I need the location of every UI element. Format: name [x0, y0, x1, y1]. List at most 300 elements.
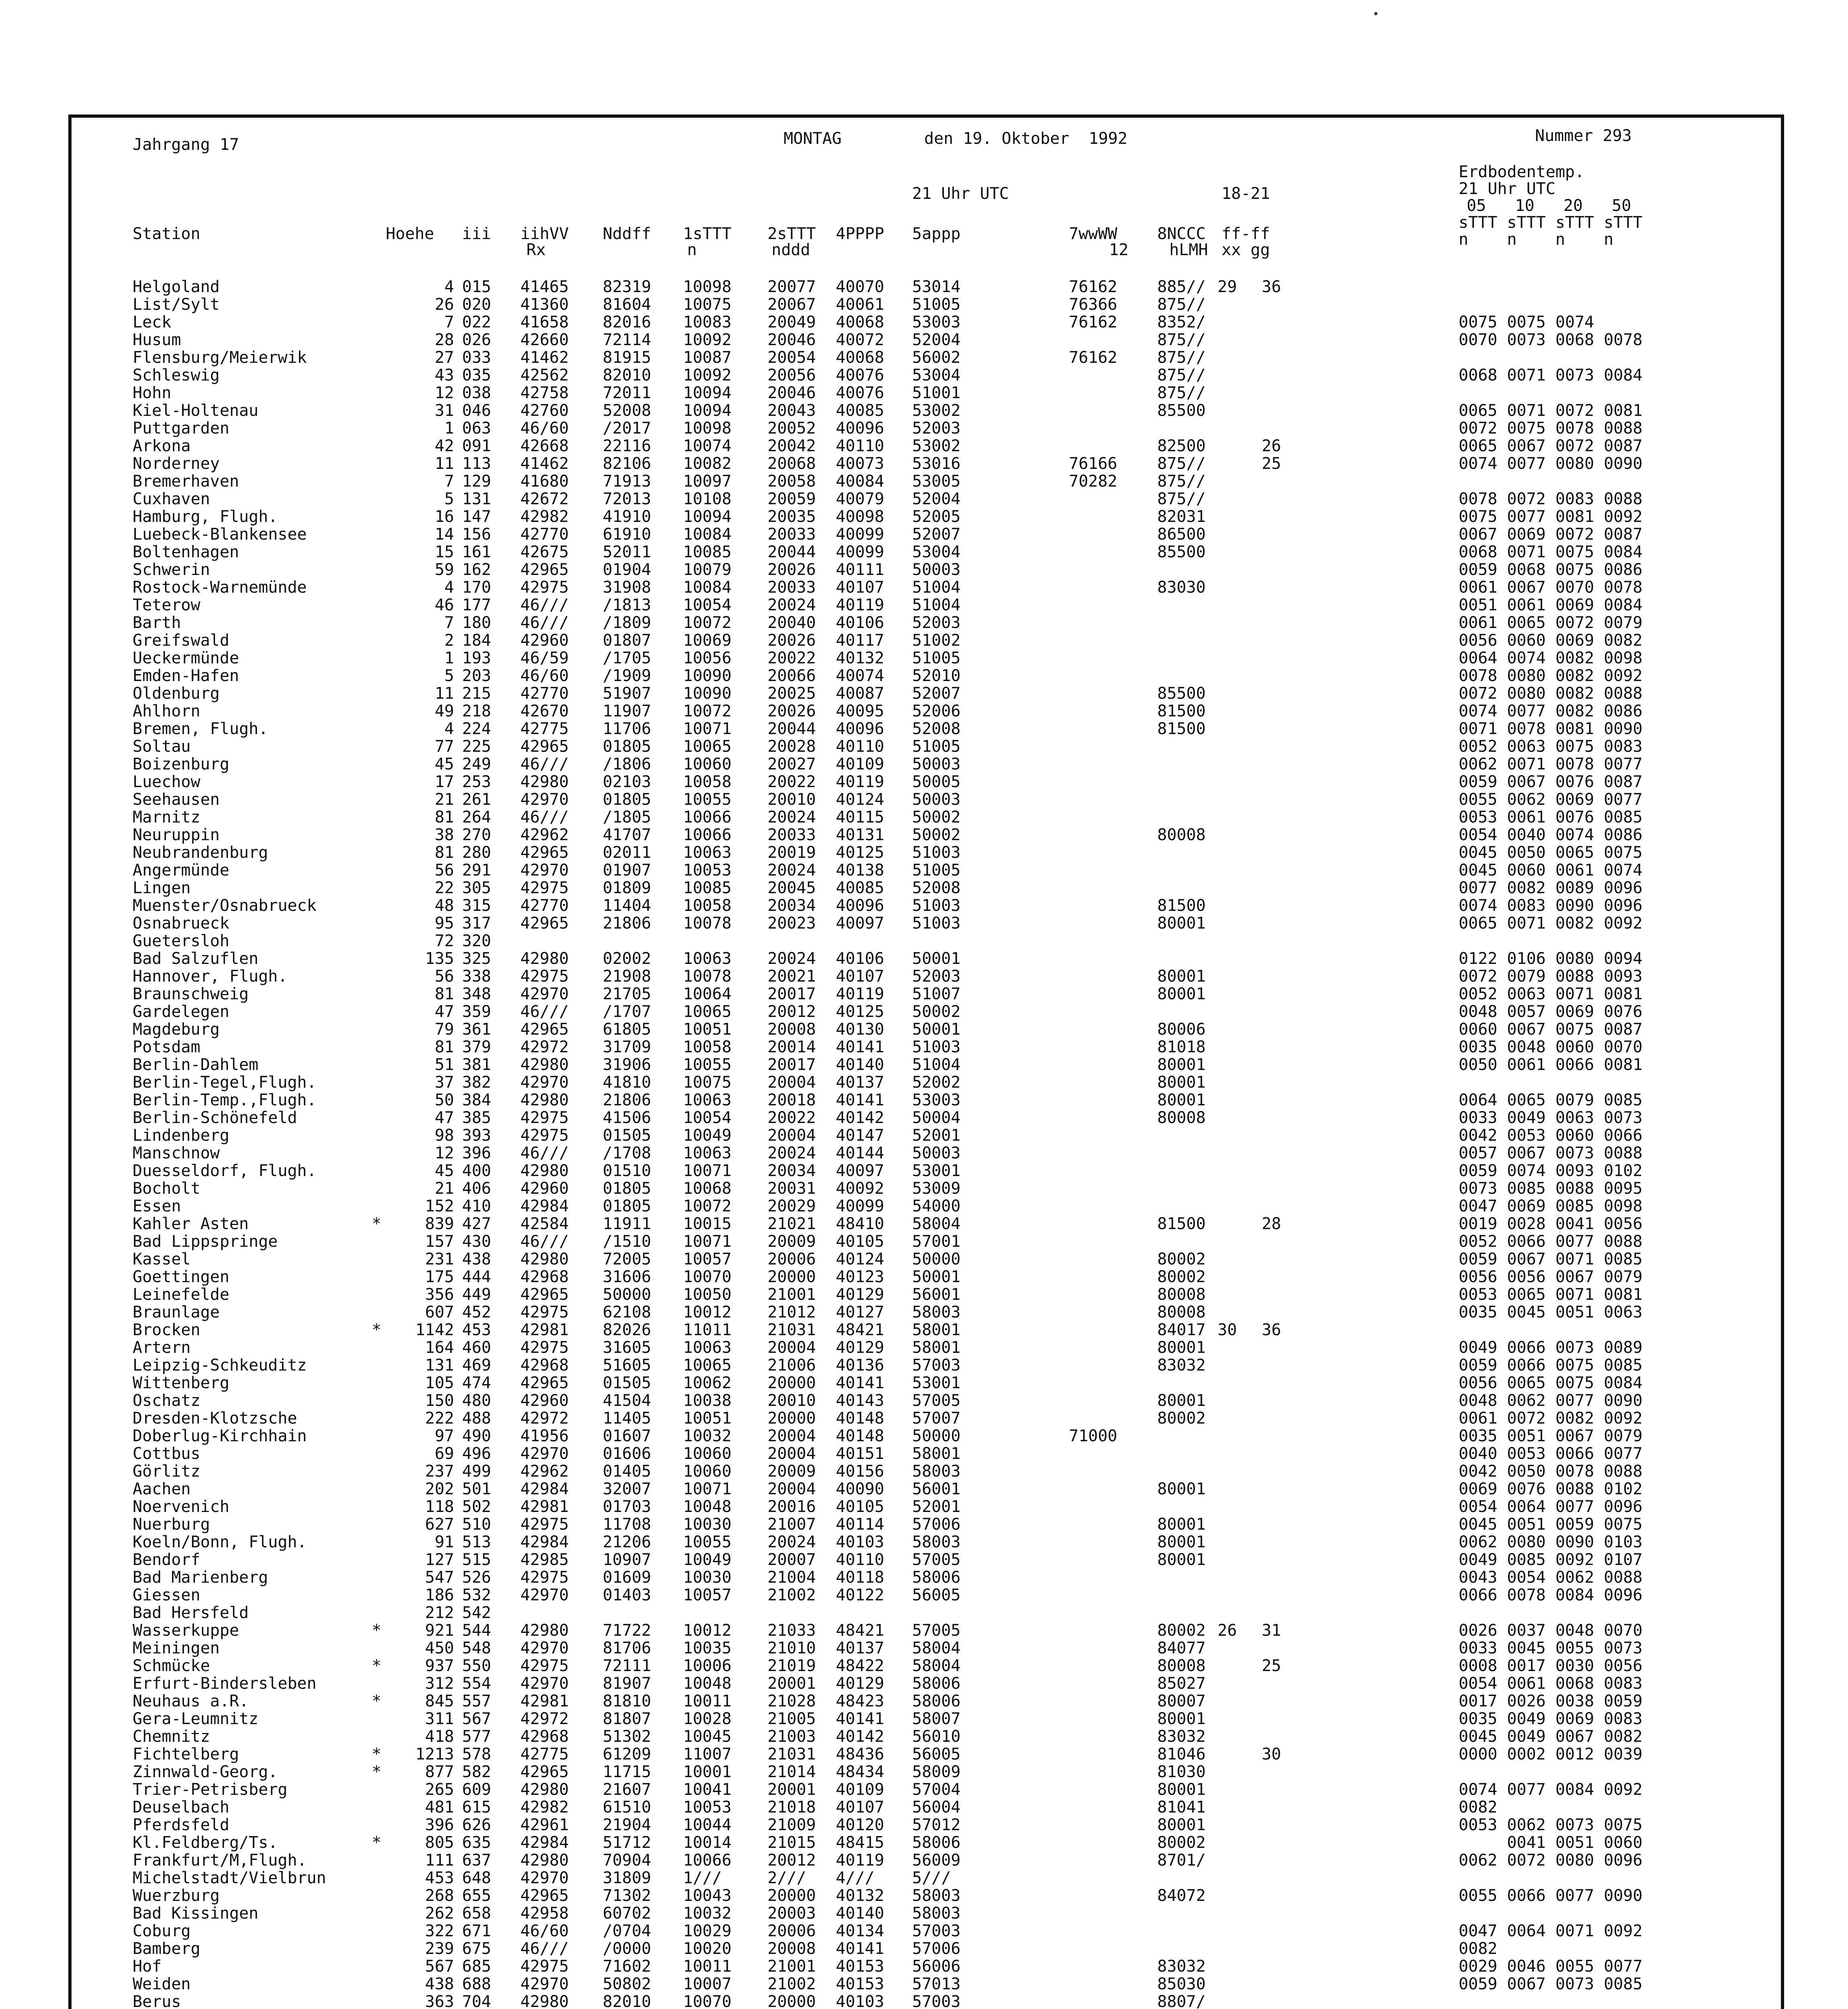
- cell-station: Bremerhaven: [133, 472, 239, 491]
- cell-ihvv: 42980: [520, 949, 569, 968]
- cell-nddff: 71722: [603, 1621, 651, 1640]
- cell-s4: 40106: [836, 614, 884, 632]
- cell-hoehe: 1: [444, 649, 454, 667]
- cell-nddff: 01807: [603, 631, 651, 650]
- cell-s4: 40079: [836, 490, 884, 508]
- cell-hoehe: 27: [434, 348, 454, 367]
- cell-ncc: 80001: [1157, 1551, 1206, 1569]
- cell-hoehe: 46: [434, 596, 454, 614]
- cell-ihvv: 42958: [520, 1904, 569, 1923]
- cell-soil: 0042 0050 0078 0088: [1459, 1462, 1643, 1481]
- soil-temp-title: Erdbodentemp.: [1459, 163, 1585, 181]
- cell-s5: 58006: [912, 1674, 961, 1693]
- cell-iii: 305: [462, 879, 491, 897]
- cell-ihvv: 42965: [520, 1285, 569, 1304]
- scan-dot: [1374, 12, 1377, 15]
- cell-s5: 53016: [912, 454, 961, 473]
- cell-nddff: 02002: [603, 949, 651, 968]
- cell-s4: 40125: [836, 1002, 884, 1021]
- table-row: [0, 1321, 1848, 1339]
- cell-s5: 58006: [912, 1833, 961, 1852]
- cell-ncc: 80001: [1157, 1515, 1206, 1534]
- cell-soil: 0019 0028 0041 0056: [1459, 1215, 1643, 1233]
- cell-s1: 10051: [683, 1020, 732, 1039]
- cell-station: Goettingen: [133, 1268, 229, 1286]
- cell-s1: 10098: [683, 278, 732, 296]
- cell-hoehe: 311: [425, 1710, 454, 1728]
- cell-hoehe: 81: [434, 1038, 454, 1056]
- cell-iii: 033: [462, 348, 491, 367]
- cell-nddff: 82319: [603, 278, 651, 296]
- cell-ihvv: 42980: [520, 1621, 569, 1640]
- cell-s1: 10063: [683, 843, 732, 862]
- cell-station: Bad Marienberg: [133, 1568, 268, 1587]
- table-row: [0, 791, 1848, 808]
- cell-s4: 40148: [836, 1427, 884, 1445]
- cell-hoehe: 48: [434, 896, 454, 915]
- cell-s5: 51003: [912, 1038, 961, 1056]
- cell-station: Husum: [133, 331, 181, 349]
- cell-soil: 0068 0071 0073 0084: [1459, 366, 1643, 385]
- col-5appp: 5appp: [912, 225, 961, 243]
- cell-iii: 406: [462, 1179, 491, 1198]
- cell-ihvv: 42672: [520, 490, 569, 508]
- cell-s2: 20035: [767, 507, 816, 526]
- cell-ihvv: 42970: [520, 1674, 569, 1693]
- cell-s5: 56002: [912, 348, 961, 367]
- cell-iii: 635: [462, 1833, 491, 1852]
- cell-soil: 0049 0085 0092 0107: [1459, 1551, 1643, 1569]
- cell-hoehe: 237: [425, 1462, 454, 1481]
- cell-s2: 20044: [767, 720, 816, 738]
- cell-s1: 10082: [683, 454, 732, 473]
- table-row: [0, 1604, 1848, 1622]
- cell-iii: 688: [462, 1975, 491, 1993]
- cell-s5: 50002: [912, 808, 961, 827]
- cell-s4: 40141: [836, 1710, 884, 1728]
- cell-s4: 40137: [836, 1639, 884, 1657]
- cell-s1: 10057: [683, 1586, 732, 1604]
- table-row: [0, 1887, 1848, 1905]
- cell-s5: 50001: [912, 1268, 961, 1286]
- cell-iii: 147: [462, 507, 491, 526]
- cell-s4: 40141: [836, 1038, 884, 1056]
- cell-s1: 10043: [683, 1886, 732, 1905]
- cell-iii: 400: [462, 1162, 491, 1180]
- cell-s5: 57006: [912, 1515, 961, 1534]
- cell-iii: 582: [462, 1763, 491, 1781]
- cell-hoehe: 21: [434, 790, 454, 809]
- cell-hoehe: 17: [434, 773, 454, 791]
- cell-soil: 0082: [1459, 1939, 1498, 1958]
- cell-s2: 20004: [767, 1480, 816, 1498]
- cell-s2: 21009: [767, 1816, 816, 1834]
- cell-nddff: 01907: [603, 861, 651, 880]
- cell-iii: 671: [462, 1922, 491, 1940]
- cell-nddff: /1705: [603, 649, 651, 667]
- cell-s2: 20001: [767, 1674, 816, 1693]
- cell-soil: 0071 0078 0081 0090: [1459, 720, 1643, 738]
- cell-ncc: 80001: [1157, 985, 1206, 1003]
- cell-ff2: 25: [1262, 454, 1281, 473]
- cell-hoehe: 175: [425, 1268, 454, 1286]
- cell-nddff: /2017: [603, 419, 651, 438]
- cell-nddff: 01403: [603, 1586, 651, 1604]
- cell-s5: 58007: [912, 1710, 961, 1728]
- cell-ihvv: 46///: [520, 596, 569, 614]
- cell-station: Manschnow: [133, 1144, 220, 1162]
- table-row: [0, 473, 1848, 490]
- sub-xxgg: xx gg: [1222, 241, 1270, 259]
- cell-iii: 381: [462, 1056, 491, 1074]
- cell-ihvv: 42960: [520, 1391, 569, 1410]
- cell-nddff: 51907: [603, 684, 651, 703]
- cell-s1: 10097: [683, 472, 732, 491]
- cell-ihvv: 42975: [520, 1126, 569, 1145]
- cell-soil: 0075 0075 0074: [1459, 313, 1594, 331]
- cell-s1: 10064: [683, 985, 732, 1003]
- cell-s5: 50003: [912, 755, 961, 773]
- cell-s1: 11011: [683, 1321, 732, 1339]
- cell-ncc: 875//: [1157, 295, 1206, 314]
- cell-s2: 21003: [767, 1727, 816, 1746]
- cell-ihvv: 42984: [520, 1833, 569, 1852]
- col-station: Station: [133, 225, 201, 243]
- cell-s1: 10011: [683, 1957, 732, 1976]
- cell-iii: 567: [462, 1710, 491, 1728]
- cell-iii: 526: [462, 1568, 491, 1587]
- mountain-station-marker: *: [372, 1621, 382, 1640]
- cell-station: Berus: [133, 1993, 181, 2009]
- cell-iii: 161: [462, 543, 491, 561]
- cell-s4: 40111: [836, 561, 884, 579]
- cell-soil: 0062 0071 0078 0077: [1459, 755, 1643, 773]
- cell-soil: 0050 0061 0066 0081: [1459, 1056, 1643, 1074]
- cell-s2: 21002: [767, 1975, 816, 1993]
- cell-nddff: 01607: [603, 1427, 651, 1445]
- cell-station: Essen: [133, 1197, 181, 1215]
- cell-iii: 156: [462, 525, 491, 544]
- table-row: [0, 1480, 1848, 1498]
- cell-soil: 0078 0072 0083 0088: [1459, 490, 1643, 508]
- cell-station: Ueckermünde: [133, 649, 239, 667]
- cell-s4: 40110: [836, 1551, 884, 1569]
- col-8nccc: 8NCCC: [1157, 225, 1206, 243]
- cell-ihvv: 46/60: [520, 667, 569, 685]
- cell-nddff: 01809: [603, 879, 651, 897]
- cell-s5: 58004: [912, 1657, 961, 1675]
- cell-s1: 10074: [683, 437, 732, 455]
- cell-iii: 637: [462, 1851, 491, 1870]
- cell-nddff: 61910: [603, 525, 651, 544]
- cell-nddff: 82016: [603, 313, 651, 331]
- cell-soil: 0072 0080 0082 0088: [1459, 684, 1643, 703]
- cell-soil: 0035 0048 0060 0070: [1459, 1038, 1643, 1056]
- table-row: [0, 1869, 1848, 1887]
- cell-soil: 0065 0071 0072 0081: [1459, 401, 1643, 420]
- cell-hoehe: 38: [434, 826, 454, 844]
- cell-s1: 10060: [683, 1444, 732, 1463]
- cell-soil: 0064 0065 0079 0085: [1459, 1091, 1643, 1109]
- cell-hoehe: 47: [434, 1002, 454, 1021]
- cell-iii: 382: [462, 1073, 491, 1092]
- table-row: [0, 1816, 1848, 1834]
- cell-station: Gera-Leumnitz: [133, 1710, 259, 1728]
- cell-ncc: 81030: [1157, 1763, 1206, 1781]
- cell-s5: 52007: [912, 684, 961, 703]
- cell-iii: 444: [462, 1268, 491, 1286]
- cell-s5: 58003: [912, 1303, 961, 1322]
- cell-s5: 57013: [912, 1975, 961, 1993]
- cell-s4: 40095: [836, 702, 884, 720]
- cell-s5: 52004: [912, 490, 961, 508]
- cell-iii: 501: [462, 1480, 491, 1498]
- cell-soil: 0122 0106 0080 0094: [1459, 949, 1643, 968]
- cell-iii: 548: [462, 1639, 491, 1657]
- cell-s4: 40132: [836, 1886, 884, 1905]
- cell-iii: 162: [462, 561, 491, 579]
- cell-station: Fichtelberg: [133, 1745, 239, 1764]
- table-row: [0, 1639, 1848, 1657]
- cell-hoehe: 450: [425, 1639, 454, 1657]
- cell-nddff: 72005: [603, 1250, 651, 1268]
- cell-s5: 56010: [912, 1727, 961, 1746]
- cell-ncc: 85500: [1157, 684, 1206, 703]
- cell-nddff: 21206: [603, 1533, 651, 1551]
- cell-hoehe: 1213: [415, 1745, 454, 1764]
- cell-station: Hamburg, Flugh.: [133, 507, 278, 526]
- cell-s4: 40110: [836, 437, 884, 455]
- cell-s4: 40119: [836, 596, 884, 614]
- cell-soil: 0059 0067 0073 0085: [1459, 1975, 1643, 1993]
- cell-hoehe: 81: [434, 985, 454, 1003]
- cell-s4: 40096: [836, 419, 884, 438]
- cell-nddff: 72114: [603, 331, 651, 349]
- sub-nddd: nddd: [772, 241, 810, 259]
- cell-s1: 10090: [683, 684, 732, 703]
- cell-soil: 0026 0037 0048 0070: [1459, 1621, 1643, 1640]
- cell-iii: 270: [462, 826, 491, 844]
- cell-s5: 50002: [912, 826, 961, 844]
- table-row: [0, 667, 1848, 685]
- cell-iii: 685: [462, 1957, 491, 1976]
- cell-station: Arkona: [133, 437, 191, 455]
- cell-hoehe: 1: [444, 419, 454, 438]
- cell-station: Berlin-Dahlem: [133, 1056, 259, 1074]
- cell-nddff: 11405: [603, 1409, 651, 1428]
- cell-iii: 261: [462, 790, 491, 809]
- cell-ihvv: 42970: [520, 1586, 569, 1604]
- cell-iii: 427: [462, 1215, 491, 1233]
- cell-hoehe: 4: [444, 720, 454, 738]
- cell-hoehe: 921: [425, 1621, 454, 1640]
- cell-ncc: 885//: [1157, 278, 1206, 296]
- cell-station: Duesseldorf, Flugh.: [133, 1162, 317, 1180]
- table-row: [0, 384, 1848, 402]
- cell-nddff: 11706: [603, 720, 651, 738]
- cell-s5: 52010: [912, 667, 961, 685]
- table-row: [0, 561, 1848, 579]
- cell-ihvv: 42985: [520, 1551, 569, 1569]
- cell-s1: 10094: [683, 401, 732, 420]
- cell-s1: 10075: [683, 295, 732, 314]
- cell-ihvv: 42970: [520, 1869, 569, 1887]
- cell-s4: 40119: [836, 1851, 884, 1870]
- cell-iii: 557: [462, 1692, 491, 1710]
- cell-s5: 58003: [912, 1886, 961, 1905]
- cell-s1: 10066: [683, 808, 732, 827]
- cell-s4: 40123: [836, 1268, 884, 1286]
- cell-s2: 20004: [767, 1427, 816, 1445]
- cell-soil: 0054 0061 0068 0083: [1459, 1674, 1643, 1693]
- cell-s4: 40141: [836, 1939, 884, 1958]
- cell-hoehe: 265: [425, 1780, 454, 1799]
- cell-station: Erfurt-Bindersleben: [133, 1674, 317, 1693]
- cell-s4: 40076: [836, 384, 884, 402]
- cell-ncc: 83032: [1157, 1727, 1206, 1746]
- cell-s2: 20012: [767, 1002, 816, 1021]
- cell-s5: 57012: [912, 1816, 961, 1834]
- cell-s2: 21028: [767, 1692, 816, 1710]
- cell-ihvv: 41680: [520, 472, 569, 491]
- jahrgang: Jahrgang 17: [133, 135, 239, 154]
- cell-s2: 21010: [767, 1639, 816, 1657]
- cell-nddff: 31709: [603, 1038, 651, 1056]
- cell-nddff: /1708: [603, 1144, 651, 1162]
- cell-ihvv: 42965: [520, 1374, 569, 1392]
- cell-soil: 0055 0066 0077 0090: [1459, 1886, 1643, 1905]
- cell-iii: 253: [462, 773, 491, 791]
- cell-soil: 0045 0049 0067 0082: [1459, 1727, 1643, 1746]
- cell-station: Frankfurt/M,Flugh.: [133, 1851, 307, 1870]
- cell-station: Neubrandenburg: [133, 843, 268, 862]
- cell-ww: 76162: [1069, 348, 1117, 367]
- cell-s5: 53003: [912, 1091, 961, 1109]
- cell-station: Nuerburg: [133, 1515, 210, 1534]
- cell-ww: 76162: [1069, 278, 1117, 296]
- cell-nddff: 60702: [603, 1904, 651, 1923]
- cell-s5: 56009: [912, 1851, 961, 1870]
- cell-s1: 10057: [683, 1250, 732, 1268]
- cell-s4: 40110: [836, 737, 884, 756]
- cell-ncc: 875//: [1157, 348, 1206, 367]
- cell-s5: 58004: [912, 1215, 961, 1233]
- cell-ihvv: 41462: [520, 348, 569, 367]
- table-row: [0, 1586, 1848, 1604]
- cell-ff2: 25: [1262, 1657, 1281, 1675]
- cell-nddff: 02011: [603, 843, 651, 862]
- cell-nddff: 31906: [603, 1056, 651, 1074]
- cell-station: Boizenburg: [133, 755, 229, 773]
- cell-s4: 40109: [836, 755, 884, 773]
- cell-ncc: 84077: [1157, 1639, 1206, 1657]
- cell-nddff: 01904: [603, 561, 651, 579]
- cell-soil: 0056 0060 0069 0082: [1459, 631, 1643, 650]
- cell-s4: 40131: [836, 826, 884, 844]
- time-range: 18-21: [1222, 184, 1270, 203]
- cell-station: Koeln/Bonn, Flugh.: [133, 1533, 307, 1551]
- cell-s5: 50003: [912, 1144, 961, 1162]
- cell-s5: 50002: [912, 1002, 961, 1021]
- table-row: [0, 1745, 1848, 1763]
- cell-ncc: 85500: [1157, 543, 1206, 561]
- cell-station: Soltau: [133, 737, 191, 756]
- cell-ncc: 80008: [1157, 826, 1206, 844]
- cell-iii: 609: [462, 1780, 491, 1799]
- cell-s1: 10060: [683, 1462, 732, 1481]
- cell-station: Deuselbach: [133, 1798, 229, 1817]
- cell-iii: 396: [462, 1144, 491, 1162]
- cell-hoehe: 118: [425, 1498, 454, 1516]
- cell-s4: 40129: [836, 1674, 884, 1693]
- cell-iii: 180: [462, 614, 491, 632]
- cell-station: Angermünde: [133, 861, 229, 880]
- table-row: [0, 932, 1848, 950]
- cell-iii: 361: [462, 1020, 491, 1039]
- cell-hoehe: 97: [434, 1427, 454, 1445]
- issue-date: den 19. Oktober 1992: [924, 129, 1128, 148]
- cell-soil: 0000 0002 0012 0039: [1459, 1745, 1643, 1764]
- cell-ncc: 80001: [1157, 1338, 1206, 1357]
- cell-nddff: 01609: [603, 1568, 651, 1587]
- cell-s5: 50000: [912, 1427, 961, 1445]
- cell-hoehe: 7: [444, 313, 454, 331]
- cell-nddff: /1909: [603, 667, 651, 685]
- cell-s2: 21007: [767, 1515, 816, 1534]
- cell-ncc: 83030: [1157, 578, 1206, 597]
- cell-nddff: 21908: [603, 967, 651, 986]
- table-row: [0, 861, 1848, 879]
- table-row: [0, 720, 1848, 738]
- cell-s5: 57007: [912, 1409, 961, 1428]
- cell-s1: 10065: [683, 1356, 732, 1375]
- cell-station: Chemnitz: [133, 1727, 210, 1746]
- cell-s1: 10084: [683, 578, 732, 597]
- cell-ww: 76162: [1069, 313, 1117, 331]
- cell-s1: 10063: [683, 1091, 732, 1109]
- cell-s1: 10006: [683, 1657, 732, 1675]
- cell-ncc: 80008: [1157, 1657, 1206, 1675]
- cell-nddff: 71913: [603, 472, 651, 491]
- cell-ff2: 26: [1262, 437, 1281, 455]
- table-row: [0, 349, 1848, 366]
- cell-station: Coburg: [133, 1922, 191, 1940]
- cell-station: Marnitz: [133, 808, 201, 827]
- cell-iii: 317: [462, 914, 491, 933]
- cell-s4: 40103: [836, 1993, 884, 2009]
- table-row: [0, 419, 1848, 437]
- cell-station: Hohn: [133, 384, 172, 402]
- cell-ihvv: 42982: [520, 1798, 569, 1817]
- cell-s2: 20026: [767, 702, 816, 720]
- cell-nddff: 21806: [603, 914, 651, 933]
- cell-s4: 40099: [836, 525, 884, 544]
- cell-ihvv: 42968: [520, 1268, 569, 1286]
- cell-ncc: 80002: [1157, 1621, 1206, 1640]
- cell-ncc: 86500: [1157, 525, 1206, 544]
- cell-iii: 022: [462, 313, 491, 331]
- cell-nddff: 72111: [603, 1657, 651, 1675]
- cell-iii: 348: [462, 985, 491, 1003]
- cell-nddff: 51605: [603, 1356, 651, 1375]
- table-row: [0, 1463, 1848, 1480]
- cell-s4: 40127: [836, 1303, 884, 1322]
- cell-hoehe: 37: [434, 1073, 454, 1092]
- cell-s1: 10070: [683, 1268, 732, 1286]
- cell-s2: 20045: [767, 879, 816, 897]
- cell-soil: 0035 0049 0069 0083: [1459, 1710, 1643, 1728]
- cell-ncc: 80002: [1157, 1409, 1206, 1428]
